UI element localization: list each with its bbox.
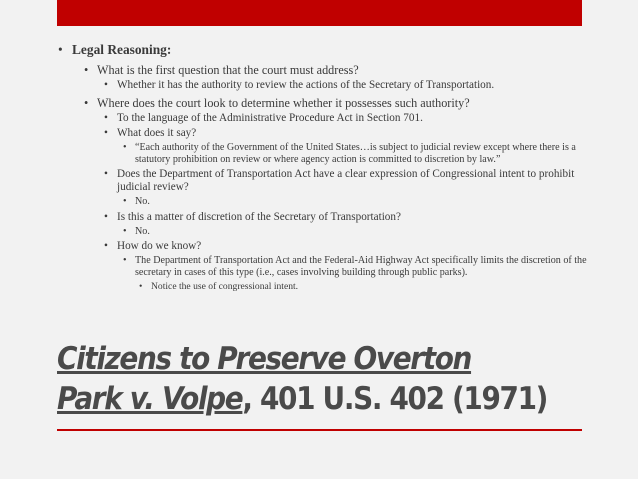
bullet-dot-icon: • xyxy=(123,225,127,237)
bullet-text: No. xyxy=(135,225,150,237)
bullet-dot-icon: • xyxy=(104,210,108,223)
bullet-text: Whether it has the authority to review the actions of the Secretary of Transportation. xyxy=(117,79,495,91)
bullet-text: No. xyxy=(135,196,150,207)
bullet-text: To the language of the Administrative Procedure Act in Section 701. xyxy=(117,112,423,124)
bullet-dot-icon: • xyxy=(104,168,108,180)
top-accent-bar xyxy=(57,0,582,26)
bullet-dot-icon: • xyxy=(104,79,108,91)
bottom-accent-line xyxy=(57,429,582,431)
bullet-how-know xyxy=(56,240,596,253)
case-name-italic: Park v. Volpe xyxy=(57,381,243,417)
bullet-dot-icon: • xyxy=(84,63,89,77)
bullet-text: Notice the use of congressional intent. xyxy=(151,281,299,292)
bullet-dot-icon: • xyxy=(58,42,63,57)
bullet-dot-icon: • xyxy=(139,281,143,292)
bullet-text: Is this a matter of discretion of the Secretary of Transportation? xyxy=(117,210,401,223)
title-line-1: Citizens to Preserve Overton xyxy=(57,341,472,377)
bullet-text: Does the Department of Transportation Act have a clear expression of Congressional intent to prohibit judicial review? xyxy=(117,168,575,193)
bullet-acts-limit xyxy=(56,255,596,278)
bullet-text: What does it say? xyxy=(117,127,197,139)
bullet-dot-icon: • xyxy=(104,127,108,139)
bullet-dot-act-question xyxy=(56,168,596,194)
bullet-text: How do we know? xyxy=(117,240,202,252)
bullet-dot-icon: • xyxy=(104,240,108,252)
bullet-text: The Department of Transportation Act and the Federal-Aid Highway Act specifically limits the discretion of the secretary in cases of this type (i.e., cases involving building through public parks). xyxy=(135,255,587,278)
bullet-first-question xyxy=(56,63,596,77)
bullet-authority-answer xyxy=(56,79,596,92)
bullet-text: What is the first question that the court must address? xyxy=(97,63,359,77)
bullet-no-2 xyxy=(56,226,596,238)
slide-title xyxy=(57,339,548,419)
bullet-apa-section xyxy=(56,112,596,125)
bullet-list xyxy=(56,42,596,294)
bullet-what-say xyxy=(56,127,596,140)
bullet-text: Where does the court look to determine whether it possesses such authority? xyxy=(97,96,470,110)
title-line-2 xyxy=(57,379,548,419)
bullet-dot-icon: • xyxy=(104,112,108,124)
bullet-no-1 xyxy=(56,196,596,208)
bullet-text: “Each authority of the Government of the United States…is subject to judicial review except where there is a statutory prohibition on review or where agency action is committed to discretion by law.” xyxy=(135,142,576,165)
bullet-dot-icon: • xyxy=(84,96,89,110)
bullet-where-look xyxy=(56,96,596,110)
bullet-dot-icon: • xyxy=(123,196,127,207)
bullet-discretion-question xyxy=(56,211,596,224)
bullet-dot-icon: • xyxy=(123,255,127,266)
bullet-quote xyxy=(56,142,596,165)
bullet-congressional-intent xyxy=(56,281,596,292)
bullet-legal-reasoning xyxy=(56,42,596,58)
bullet-text: Legal Reasoning: xyxy=(72,42,172,57)
bullet-dot-icon: • xyxy=(123,142,127,153)
case-citation: , 401 U.S. 402 (1971) xyxy=(242,381,548,417)
